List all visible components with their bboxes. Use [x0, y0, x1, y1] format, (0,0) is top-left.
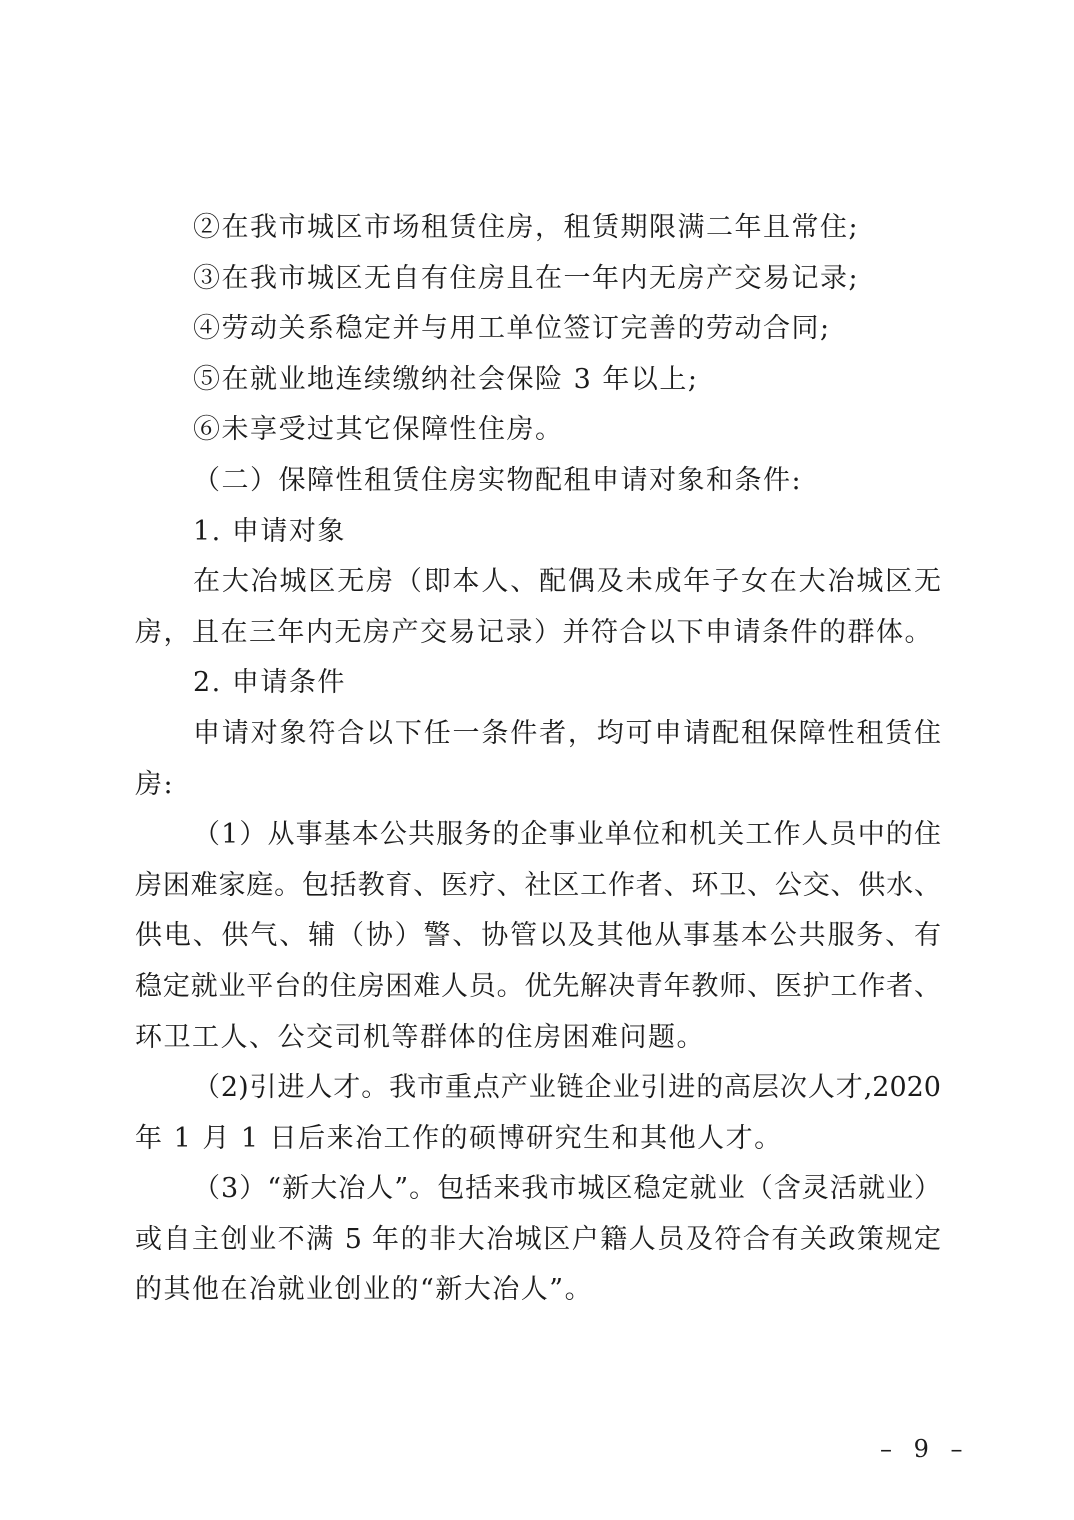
- paragraph-line: （2)引进人才。我市重点产业链企业引进的高层次人才,2020: [193, 1072, 941, 1104]
- text-line-item-3: ③在我市城区无自有住房且在一年内无房产交易记录;: [193, 262, 860, 294]
- paragraph-line: 在大冶城区无房（即本人、配偶及未成年子女在大冶城区无: [193, 566, 941, 598]
- paragraph-line: 的其他在冶就业创业的“新大冶人”。: [135, 1274, 594, 1306]
- document-body: [135, 203, 941, 1316]
- section-heading-2: （二）保障性租赁住房实物配租申请对象和条件:: [193, 464, 803, 496]
- paragraph-line: 房困难家庭。包括教育、医疗、社区工作者、环卫、公交、供水、: [135, 869, 941, 901]
- text-line-item-5: ⑤在就业地连续缴纳社会保险 3 年以上;: [193, 363, 699, 395]
- text-line-item-4: ④劳动关系稳定并与用工单位签订完善的劳动合同;: [193, 313, 831, 345]
- paragraph-line: 供电、供气、辅（协）警、协管以及其他从事基本公共服务、有: [135, 920, 941, 952]
- paragraph-line: 房:: [135, 768, 175, 800]
- paragraph-line: 或自主创业不满 5 年的非大冶城区户籍人员及符合有关政策规定: [135, 1223, 941, 1255]
- subsection-heading-1: 1. 申请对象: [193, 515, 346, 547]
- page-number: – 9 –: [880, 1435, 970, 1463]
- paragraph-line: 稳定就业平台的住房困难人员。优先解决青年教师、医护工作者、: [135, 970, 941, 1002]
- text-line-item-6: ⑥未享受过其它保障性住房。: [193, 414, 564, 446]
- paragraph-line: （3）“新大冶人”。包括来我市城区稳定就业（含灵活就业）: [193, 1173, 941, 1205]
- paragraph-line: 环卫工人、公交司机等群体的住房困难问题。: [135, 1021, 705, 1053]
- paragraph-line: 申请对象符合以下任一条件者，均可申请配租保障性租赁住: [193, 717, 941, 749]
- paragraph-line: （1）从事基本公共服务的企事业单位和机关工作人员中的住: [193, 819, 941, 851]
- subsection-heading-2: 2. 申请条件: [193, 667, 346, 699]
- text-line-item-2: ②在我市城区市场租赁住房，租赁期限满二年且常住;: [193, 212, 860, 243]
- paragraph-line: 房，且在三年内无房产交易记录）并符合以下申请条件的群体。: [135, 616, 933, 648]
- paragraph-line: 年 1 月 1 日后来冶工作的硕博研究生和其他人才。: [135, 1122, 783, 1154]
